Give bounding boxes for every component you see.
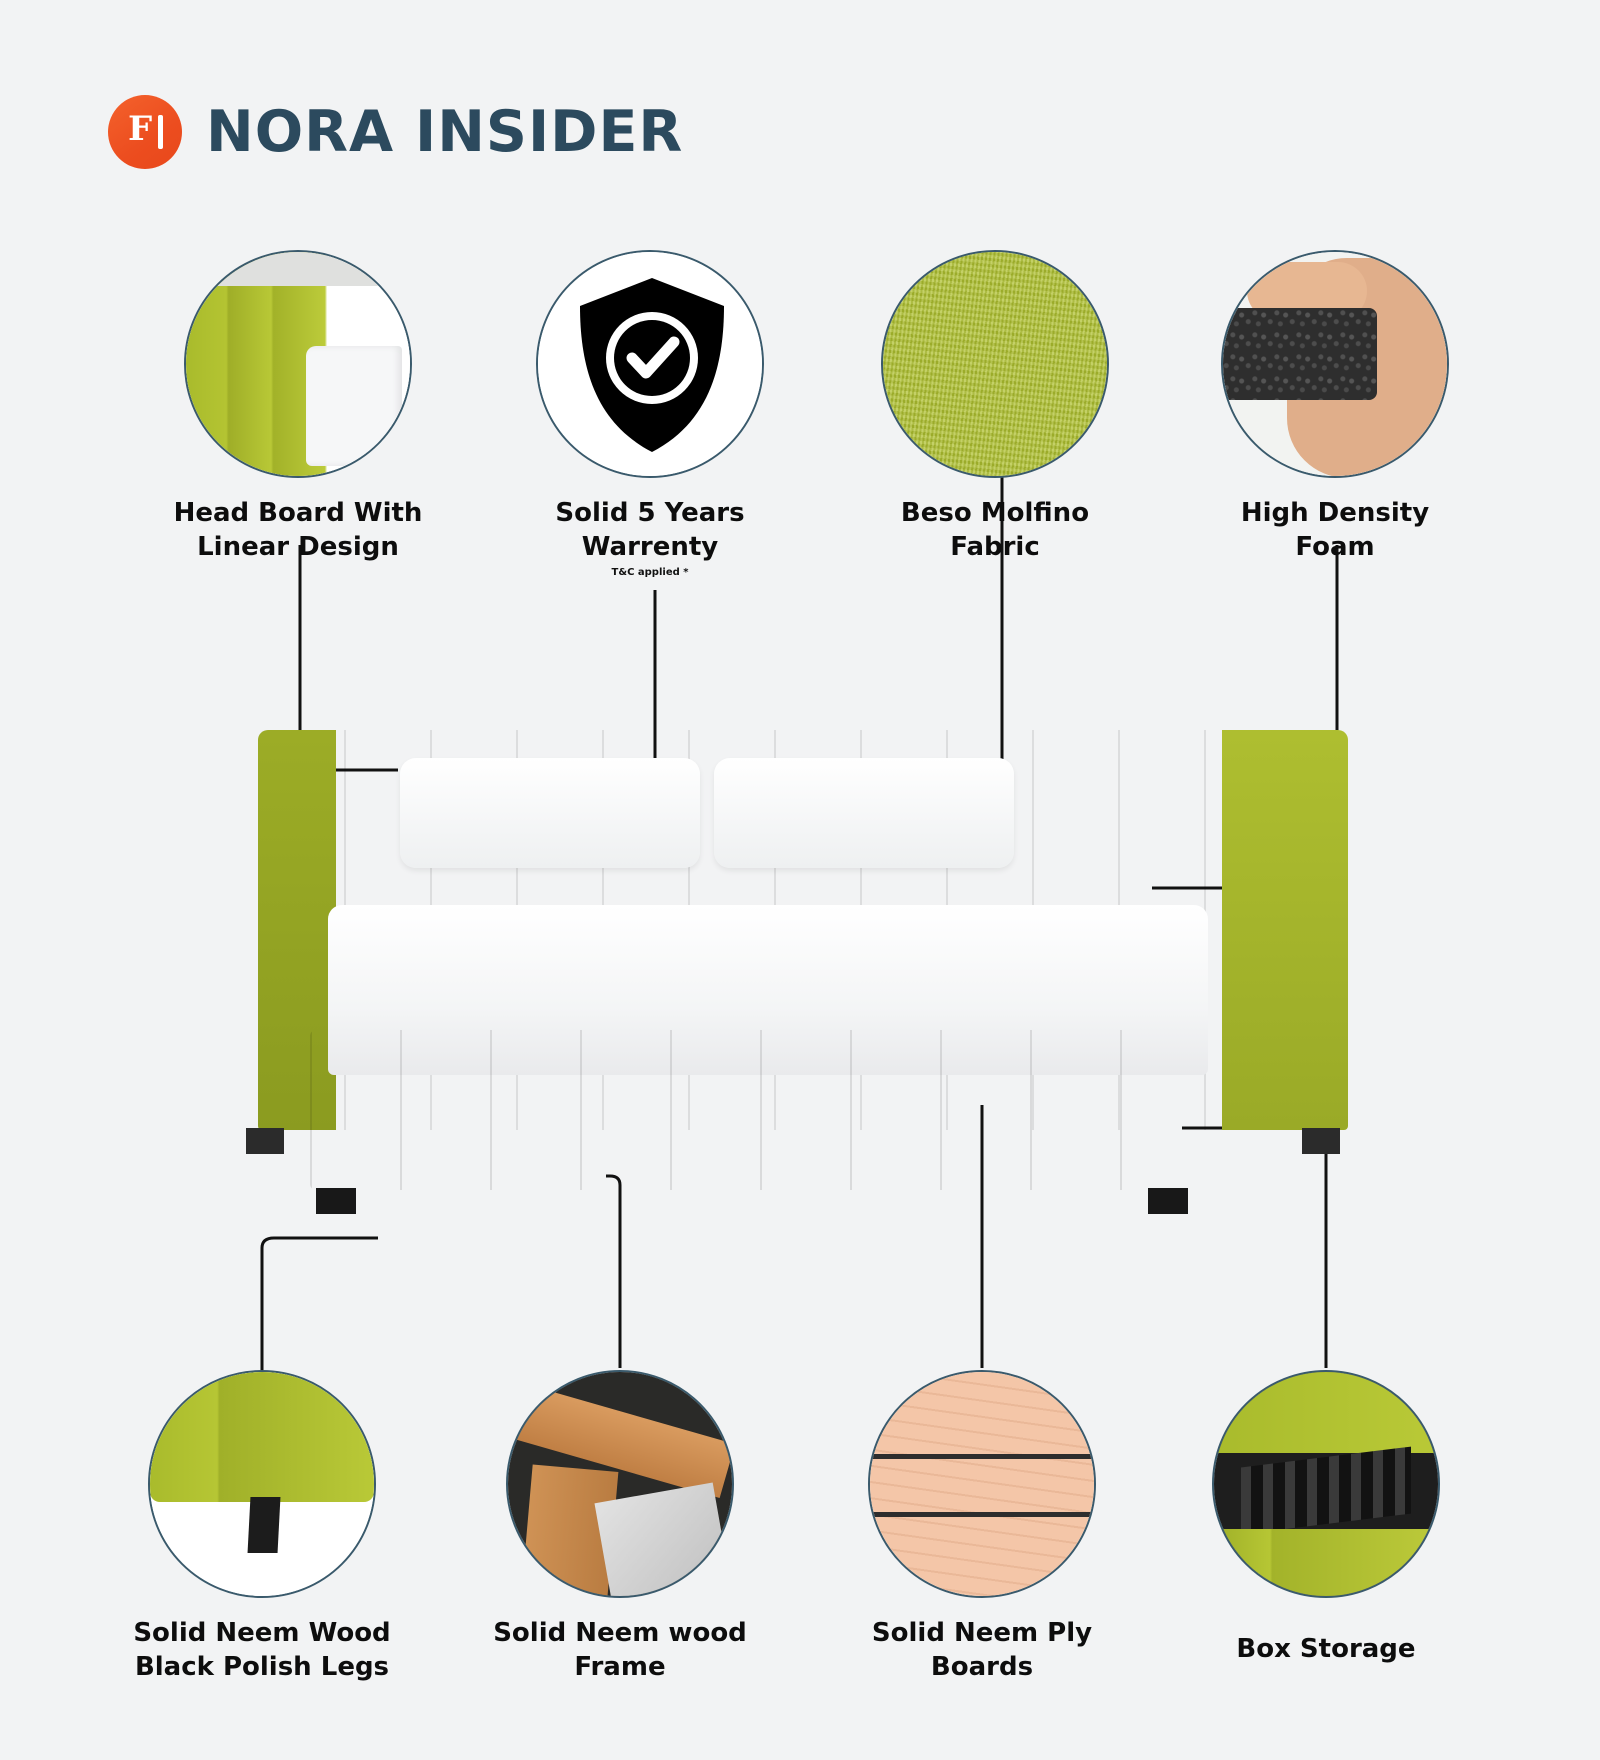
feature-label-line2: Boards (930, 1652, 1034, 1683)
feature-storage[interactable] (1196, 1370, 1456, 1666)
feature-label-line1: Solid Neem Ply (871, 1618, 1093, 1648)
box-storage-photo-icon (1212, 1370, 1440, 1598)
connector-legs (262, 1238, 378, 1370)
connector-storage (1182, 1128, 1326, 1368)
warranty-disclaimer: T&C applied * (611, 566, 689, 578)
bed-leg-back-right (1302, 1128, 1340, 1154)
feature-legs[interactable] (132, 1370, 392, 1685)
feature-fabric[interactable] (865, 250, 1125, 565)
connector-frame (606, 1176, 620, 1368)
headboard-photo-icon (184, 250, 412, 478)
bed-leg-photo-icon (148, 1370, 376, 1598)
shield-check-glyph (538, 252, 764, 478)
bed-leg-front-right (1148, 1188, 1188, 1214)
bed-base-panel (310, 1030, 1190, 1190)
feature-label-line1: Solid Neem wood (493, 1618, 747, 1648)
foam-hand-icon (1221, 250, 1449, 478)
bed-illustration (258, 730, 1348, 1160)
feature-warranty[interactable] (520, 250, 780, 578)
bed-leg-back-left (246, 1128, 284, 1154)
feature-label-line2: Frame (574, 1652, 666, 1683)
feature-label-line1: Solid Neem Wood (133, 1618, 391, 1648)
fl-monogram-icon (108, 95, 182, 169)
logo-bar (158, 115, 163, 149)
feature-ply[interactable] (852, 1370, 1112, 1685)
feature-label-line2: Fabric (950, 532, 1040, 563)
pillow-left (400, 758, 700, 868)
feature-label-line2: Black Polish Legs (134, 1652, 390, 1683)
page-title: NORA INSIDER (206, 99, 684, 165)
brand-header (108, 95, 683, 169)
feature-label-line2: Warrenty (581, 532, 719, 563)
headboard-right-wing (1222, 730, 1348, 1130)
ply-board-photo-icon (868, 1370, 1096, 1598)
fabric-swatch-icon (881, 250, 1109, 478)
feature-label-line2: Foam (1295, 532, 1375, 563)
bed-leg-front-left (316, 1188, 356, 1214)
shield-check-icon (536, 250, 764, 478)
feature-label-line1: High Density (1240, 498, 1430, 528)
feature-foam[interactable] (1205, 250, 1465, 565)
logo-letter: F (128, 109, 153, 149)
feature-frame[interactable] (490, 1370, 750, 1685)
feature-head-board[interactable] (168, 250, 428, 565)
feature-label-line1: Box Storage (1236, 1634, 1416, 1664)
pillow-right (714, 758, 1014, 868)
feature-label-line1: Solid 5 Years (555, 498, 745, 528)
feature-label-line1: Head Board With (173, 498, 423, 528)
wood-frame-photo-icon (506, 1370, 734, 1598)
feature-label-line1: Beso Molfino (900, 498, 1090, 528)
feature-label-line2: Linear Design (197, 532, 399, 563)
